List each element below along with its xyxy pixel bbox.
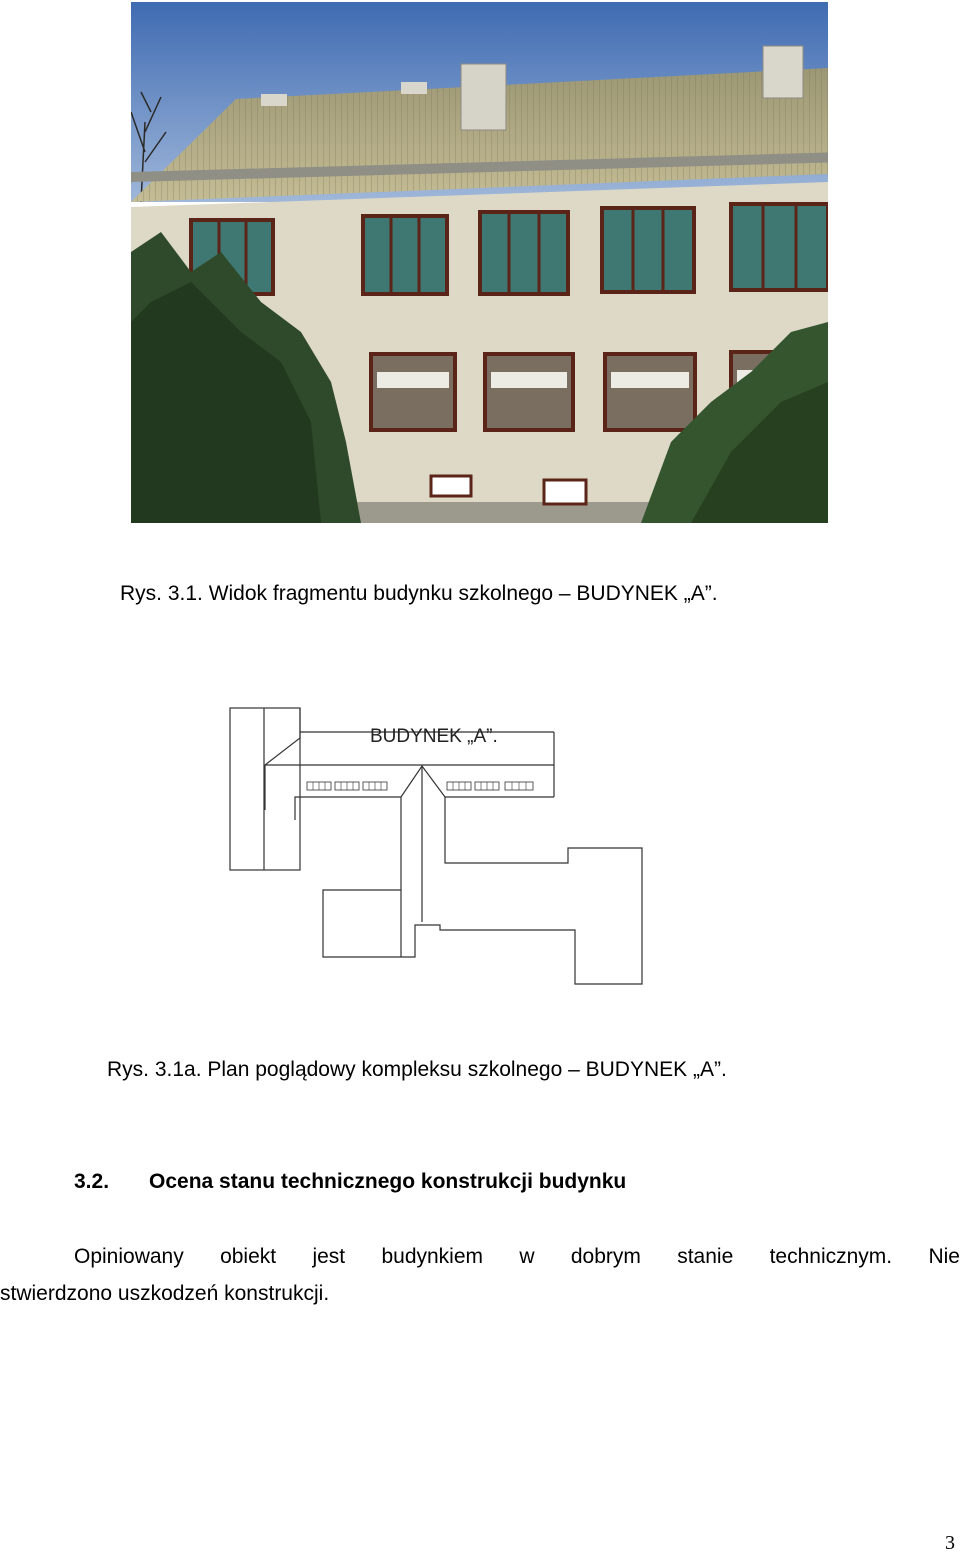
plan-main-block — [265, 708, 300, 810]
body-paragraph-line2: stwierdzono uszkodzeń konstrukcji. — [0, 1282, 330, 1305]
chimney — [261, 94, 287, 106]
section-heading — [74, 1169, 626, 1195]
chimney — [461, 64, 506, 130]
page-number: 3 — [945, 1532, 955, 1554]
figure-caption-plan: Rys. 3.1a. Plan poglądowy kompleksu szkolnego – BUDYNEK „A”. — [107, 1058, 727, 1081]
plan-label: BUDYNEK „A”. — [370, 726, 498, 747]
building-photo — [131, 2, 828, 523]
site-plan — [225, 700, 650, 995]
body-paragraph-line1: Opiniowany obiekt jest budynkiem w dobrym stanie technicznym. Nie — [74, 1245, 960, 1268]
figure-caption: Rys. 3.1. Widok fragmentu budynku szkolnego – BUDYNEK „A”. — [120, 582, 718, 605]
section-title: Ocena stanu technicznego konstrukcji budynku — [149, 1170, 627, 1193]
chimney — [401, 82, 427, 94]
plan-lower-left — [323, 830, 642, 984]
section-number: 3.2. — [74, 1170, 110, 1193]
chimney — [763, 46, 803, 98]
